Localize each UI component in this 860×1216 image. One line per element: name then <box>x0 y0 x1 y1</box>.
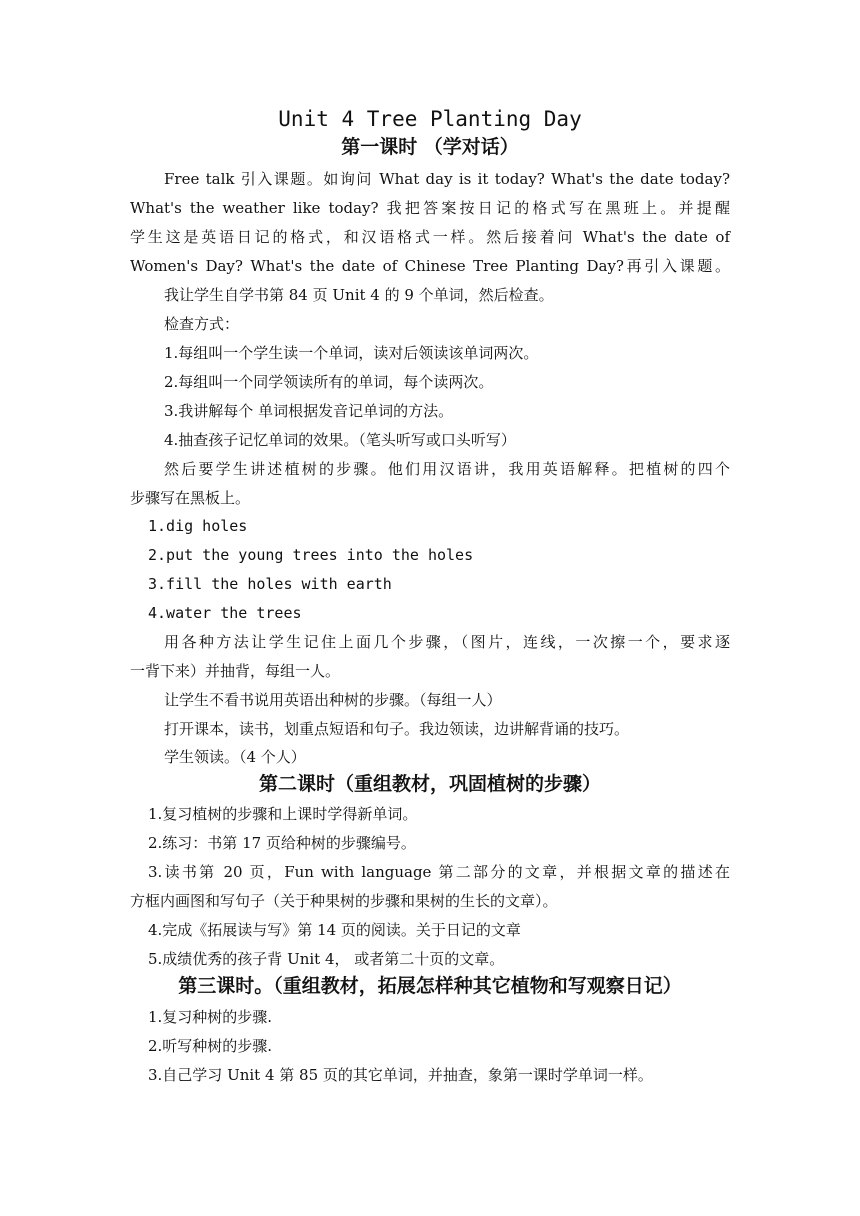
lesson3-item-3: 3.自己学习 Unit 4 第 85 页的其它单词，并抽查，象第一课时学单词一样。 <box>148 1066 653 1084</box>
planting-step-1: 1.dig holes <box>148 517 248 535</box>
planting-step-4: 4.water the trees <box>148 604 302 622</box>
lesson1-intro-line-4: Women's Day? What's the date of Chinese Tree Planting Day?再引入课题。 <box>130 257 730 275</box>
lesson2-heading: 第二课时（重组教材，巩固植树的步骤） <box>258 773 601 795</box>
lesson2-item-3-cont: 方框内画图和写句子（关于种果树的步骤和果树的生长的文章）。 <box>130 892 558 910</box>
lesson1-memorize-line-2: 一背下来）并抽背，每组一人。 <box>130 662 341 680</box>
lesson1-check-item-4: 4.抽查孩子记忆单词的效果。（笔头听写或口头听写） <box>164 431 516 449</box>
planting-step-2: 2.put the young trees into the holes <box>148 546 474 564</box>
lesson2-item-2: 2.练习：书第 17 页给种树的步骤编号。 <box>148 834 416 852</box>
lesson1-memorize-line-1: 用各种方法让学生记住上面几个步骤，（图片，连线，一次擦一个，要求逐 <box>164 633 730 651</box>
lesson1-selfstudy: 我让学生自学书第 84 页 Unit 4 的 9 个单词，然后检查。 <box>164 286 554 304</box>
lesson2-item-1: 1.复习植树的步骤和上课时学得新单词。 <box>148 805 418 823</box>
lesson1-steps-intro-line-2: 步骤写在黑板上。 <box>130 489 251 507</box>
lesson1-steps-intro-line-1: 然后要学生讲述植树的步骤。他们用汉语讲，我用英语解释。把植树的四个 <box>164 460 730 478</box>
lesson1-open-book: 打开课本，读书，划重点短语和句子。我边领读，边讲解背诵的技巧。 <box>164 720 630 738</box>
lesson2-item-4: 4.完成《拓展读与写》第 14 页的阅读。关于日记的文章 <box>148 921 521 939</box>
document-title: Unit 4 Tree Planting Day <box>278 107 582 131</box>
lesson3-item-2: 2.听写种树的步骤. <box>148 1037 273 1055</box>
lesson1-check-item-1: 1.每组叫一个学生读一个单词，读对后领读该单词两次。 <box>164 344 539 362</box>
lesson1-lead-read: 学生领读。（4 个人） <box>164 748 306 766</box>
lesson1-check-item-2: 2.每组叫一个同学领读所有的单词，每个读两次。 <box>164 373 494 391</box>
lesson1-intro-line-3: 学生这是英语日记的格式，和汉语格式一样。然后接着问 What's the date of <box>130 228 730 246</box>
lesson1-intro-line-2: What's the weather like today? 我把答案按日记的格式写在黑班上。并提醒 <box>130 199 730 217</box>
lesson1-intro-line-1: Free talk 引入课题。如询问 What day is it today? What's the date today? <box>164 170 730 188</box>
planting-step-3: 3.fill the holes with earth <box>148 575 392 593</box>
lesson1-check-item-3: 3.我讲解每个 单词根据发音记单词的方法。 <box>164 402 454 420</box>
lesson1-check-label: 检查方式： <box>164 315 240 333</box>
lesson2-item-5: 5.成绩优秀的孩子背 Unit 4， 或者第二十页的文章。 <box>148 950 505 968</box>
lesson1-no-book: 让学生不看书说用英语出种树的步骤。（每组一人） <box>164 691 502 709</box>
lesson2-item-3: 3.读书第 20 页，Fun with language 第二部分的文章，并根据文章的描述在 <box>148 863 730 881</box>
lesson3-heading: 第三课时。（重组教材，拓展怎样种其它植物和写观察日记） <box>178 975 682 997</box>
lesson1-heading: 第一课时 （学对话） <box>341 136 519 158</box>
lesson3-item-1: 1.复习种树的步骤. <box>148 1008 273 1026</box>
